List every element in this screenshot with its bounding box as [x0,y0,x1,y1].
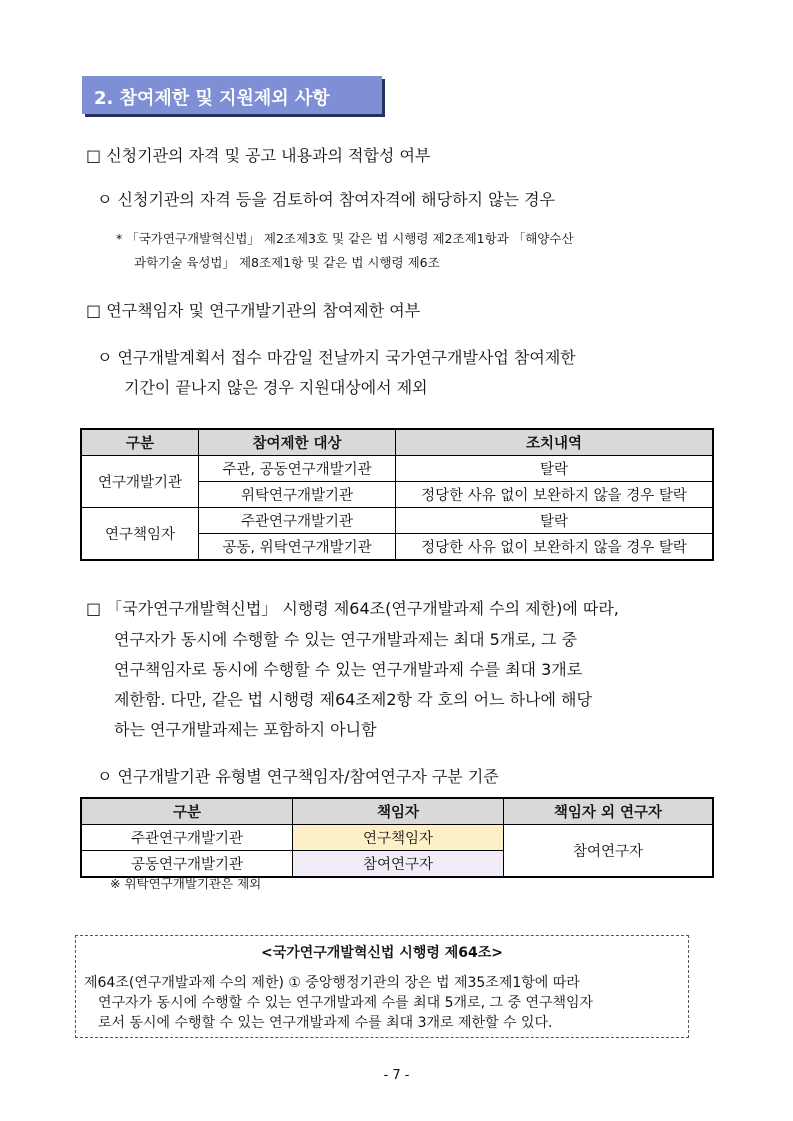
table2-highlight-cell: 연구책임자 [293,825,504,851]
table2-row-label: 공동연구개발기관 [81,851,293,878]
page-number: - 7 - [383,1068,410,1083]
law-box-line: 연구자가 동시에 수행할 수 있는 연구개발과제 수를 최대 5개로, 그 중 연구책임자 [98,995,594,1011]
table2-highlight-cell: 참여연구자 [293,851,504,878]
table1-cell: 정당한 사유 없이 보완하지 않을 경우 탈락 [396,534,714,561]
section-title-box [82,76,382,114]
law-box-line: 로서 동시에 수행할 수 있는 연구개발과제 수를 최대 3개로 제한할 수 있다. [98,1015,553,1031]
table2-header: 책임자 [293,798,504,825]
item2-heading: □ 연구책임자 및 연구개발기관의 참여제한 여부 [86,301,421,320]
item2-bullet-line1: ㅇ 연구개발계획서 접수 마감일 전날까지 국가연구개발사업 참여제한 [97,348,576,367]
table1-cell: 위탁연구개발기관 [199,482,396,508]
table1-cell: 정당한 사유 없이 보완하지 않을 경우 탈락 [396,482,714,508]
researcher-classification-table [80,797,714,878]
table1-header: 참여제한 대상 [199,429,396,456]
table1-cell: 주관연구개발기관 [199,508,396,534]
table1-cell: 탈락 [396,508,714,534]
item1-note-line2: 과학기술 육성법」 제8조제1항 및 같은 법 시행령 제6조 [134,255,440,270]
item3-line1: □ 「국가연구개발혁신법」 시행령 제64조(연구개발과제 수의 제한)에 따라, [86,599,619,618]
law-box-title: <국가연구개발혁신법 시행령 제64조> [260,945,504,961]
table2-note: ※ 위탁연구개발기관은 제외 [110,876,262,891]
table1-header: 조치내역 [396,429,714,456]
table1-group-cell: 연구개발기관 [81,456,199,508]
law-excerpt-box [75,935,689,1038]
participation-restriction-table [80,428,714,561]
item1-note-line1: * 「국가연구개발혁신법」 제2조제3호 및 같은 법 시행령 제2조제1항과 「해양수산 [116,231,574,246]
table1-cell: 주관, 공동연구개발기관 [199,456,396,482]
item3-line4: 제한함. 다만, 같은 법 시행령 제64조제2항 각 호의 어느 하나에 해당 [114,690,592,709]
item2-bullet-line2: 기간이 끝나지 않은 경우 지원대상에서 제외 [124,378,428,397]
table2-row-label: 주관연구개발기관 [81,825,293,851]
table1-cell: 공동, 위탁연구개발기관 [199,534,396,561]
item3-line2: 연구자가 동시에 수행할 수 있는 연구개발과제는 최대 5개로, 그 중 [114,630,577,649]
table2-header: 책임자 외 연구자 [504,798,714,825]
item3-bullet: ㅇ 연구개발기관 유형별 연구책임자/참여연구자 구분 기준 [97,767,499,786]
item3-line3: 연구책임자로 동시에 수행할 수 있는 연구개발과제 수를 최대 3개로 [114,660,583,679]
law-box-line: 제64조(연구개발과제 수의 제한) ① 중앙행정기관의 장은 법 제35조제1항에 따라 [84,975,580,991]
table2-header: 구분 [81,798,293,825]
section-title: 2. 참여제한 및 지원제외 사항 [94,88,330,109]
item1-bullet: ㅇ 신청기관의 자격 등을 검토하여 참여자격에 해당하지 않는 경우 [97,190,556,209]
table2-merged-cell: 참여연구자 [504,825,714,878]
item3-line5: 하는 연구개발과제는 포함하지 아니함 [114,720,377,739]
table1-group-cell: 연구책임자 [81,508,199,561]
table1-cell: 탈락 [396,456,714,482]
table1-header: 구분 [81,429,199,456]
item1-heading: □ 신청기관의 자격 및 공고 내용과의 적합성 여부 [86,146,431,165]
